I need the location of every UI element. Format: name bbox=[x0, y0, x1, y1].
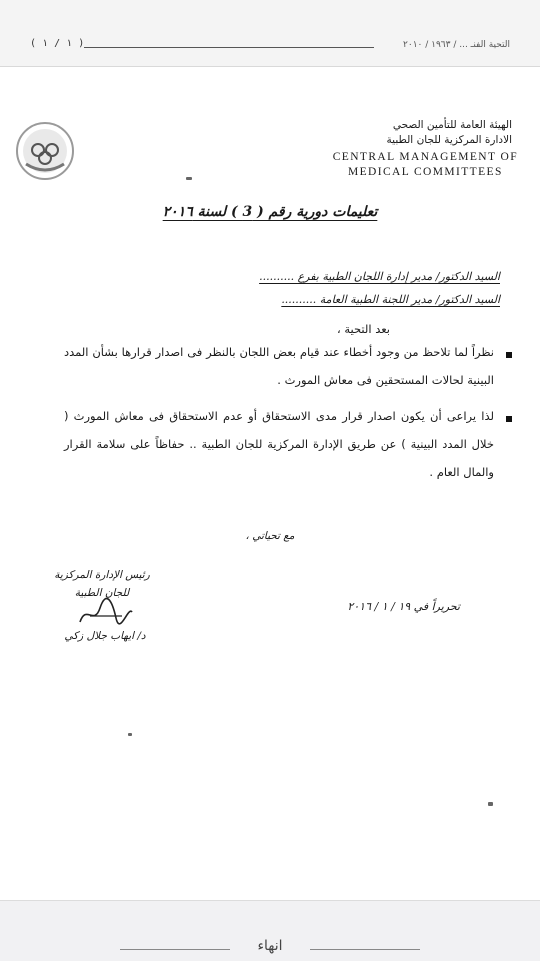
footer-label: انهاء bbox=[257, 938, 283, 954]
top-toolbar bbox=[0, 0, 540, 67]
org-name-line1: الهيئة العامة للتأمين الصحي bbox=[392, 119, 512, 131]
org-name-line2: الادارة المركزية للجان الطبية bbox=[386, 134, 512, 146]
bullet-icon bbox=[506, 352, 512, 358]
document-date: تحريراً في ١٩ / ١ / ٢٠١٦ bbox=[347, 600, 460, 613]
addressee-2: السيد الدكتور/ مدير اللجنة الطبية العامة .......... bbox=[281, 293, 500, 306]
header-rule bbox=[84, 47, 374, 48]
page-number: ( ١ / ١ ) bbox=[30, 38, 85, 49]
addressee-1: السيد الدكتور/ مدير إدارة اللجان الطبية بفرع .......... bbox=[259, 270, 500, 283]
closing-line: مع تحياتي ، bbox=[245, 530, 295, 542]
org-en-line2: MEDICAL COMMITTEES bbox=[347, 166, 503, 178]
org-header-arabic bbox=[387, 118, 512, 148]
scan-speck bbox=[488, 802, 493, 806]
scan-speck bbox=[186, 177, 192, 180]
greeting: بعد التحية ، bbox=[336, 322, 390, 336]
paragraph-2: لذا يراعى أن يكون اصدار قرار مدى الاستحقاق أو عدم الاستحقاق فى معاش المورث ( خلال المدد البينية ) عن طريق الإدارة المركزية للجان الطبية .. حفاظاً على سلامة القرار والمال العام . bbox=[64, 409, 494, 479]
footer-rule-right bbox=[310, 949, 420, 950]
signatory-title-line1: رئيس الإدارة المركزية bbox=[54, 569, 150, 581]
scan-speck bbox=[128, 733, 132, 736]
document-title: تعليمات دورية رقم ( 3 ) لسنة ٢٠١٦ bbox=[162, 204, 378, 220]
handwritten-signature bbox=[76, 596, 136, 630]
signatory-title-line2: للجان الطبية bbox=[74, 587, 130, 599]
fax-header: التحية الفنـ ... / ١٩٦٣ / ٢٠١٠ bbox=[403, 40, 510, 50]
org-header-english bbox=[333, 150, 518, 180]
organization-logo bbox=[14, 120, 76, 182]
signatory-name: د/ ايهاب جلال زكي bbox=[64, 630, 146, 642]
bullet-icon bbox=[506, 416, 512, 422]
paragraph-1: نظراً لما تلاحظ من وجود أخطاء عند قيام بعض اللجان بالنظر فى اصدار قرارها بشأن المدد البينية لحالات المستحقين فى معاش المورث . bbox=[64, 345, 494, 387]
org-en-line1: CENTRAL MANAGEMENT OF bbox=[332, 151, 518, 163]
